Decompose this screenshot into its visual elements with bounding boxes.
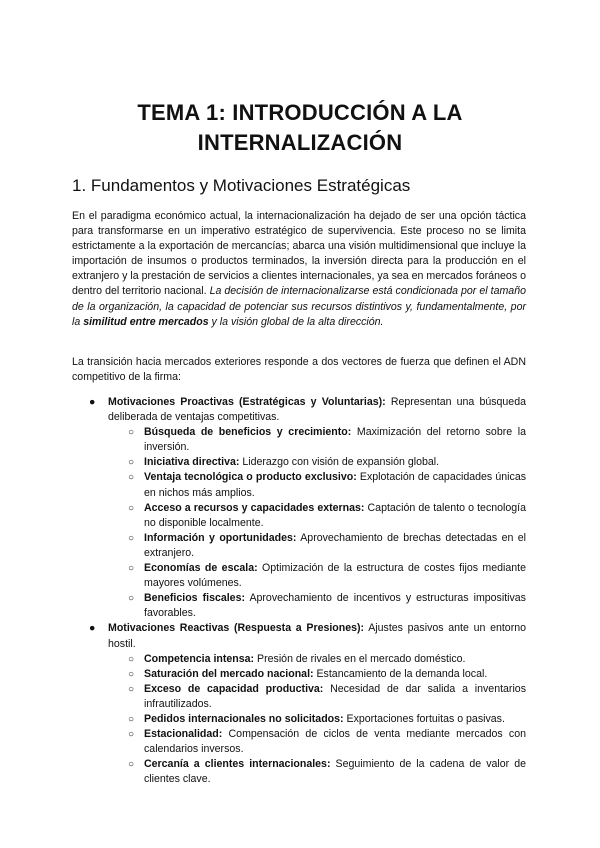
circle-bullet-icon: ○ [128,653,135,665]
proactive-sublist [72,425,526,621]
bullet-icon: ● [89,622,96,635]
list-item-text: Estancamiento de la demanda local. [313,667,488,680]
list-item [72,757,526,787]
reactive-sublist [72,652,526,788]
list-item-label: Estacionalidad: [144,728,223,741]
list-item-text: Presión de rivales en el mercado doméstico. [254,652,466,665]
list-item [72,561,526,591]
list-item [72,455,526,470]
list-item-text: Aprovechamiento de incentivos y estructuras impositivas favorables. [144,592,526,620]
transition-paragraph: La transición hacia mercados exteriores responde a dos vectores de fuerza que definen el ADN competitivo de la firma: [72,356,526,384]
list-item-label: Información y oportunidades: [144,531,297,544]
list-item-label: Motivaciones Proactivas (Estratégicas y Voluntarias): [108,396,386,408]
list-item-text: Captación de talento o tecnología no disponible localmente. [144,501,527,529]
motivations-list [72,395,526,787]
circle-bullet-icon: ○ [128,729,135,741]
list-item-label: Exceso de capacidad productiva: [144,682,324,695]
circle-bullet-icon: ○ [128,759,135,771]
list-item [72,531,526,561]
list-item-label: Saturación del mercado nacional: [144,667,314,680]
list-item-text: Representan una búsqueda deliberada de ventajas competitivas. [108,396,526,424]
list-item [72,667,526,682]
list-item-label: Competencia intensa: [144,652,255,665]
circle-bullet-icon: ○ [128,502,135,514]
list-item [72,501,526,531]
list-item [72,682,526,712]
list-item-text: Exportaciones fortuitas o pasivas. [343,712,505,725]
list-item-label: Pedidos internacionales no solicitados: [144,712,344,725]
list-item-text: Liderazgo con visión de expansión global. [239,456,440,469]
list-item-text: Ajustes pasivos ante un entorno hostil. [108,622,527,650]
list-item-proactive [72,395,526,425]
intro-paragraph [72,209,526,330]
list-item-label: Economías de escala: [144,562,258,575]
list-item [72,470,526,500]
page-title: TEMA 1: INTRODUCCIÓN A LA INTERNALIZACIÓN [137,100,463,155]
list-item [72,727,526,757]
list-item-text: Seguimiento de la cadena de valor de clientes clave. [144,758,527,786]
circle-bullet-icon: ○ [128,683,135,695]
list-item-label: Beneficios fiscales: [144,592,245,605]
list-item [72,425,526,455]
circle-bullet-icon: ○ [128,472,135,484]
list-item-text: Optimización de la estructura de costes fijos mediante mayores volúmenes. [144,562,526,590]
list-item-text: Explotación de capacidades únicas en nichos más amplios. [144,471,527,499]
section-heading: 1. Fundamentos y Motivaciones Estratégicas [72,176,411,195]
intro-italic-text-end: y la visión global de la alta dirección. [208,315,384,328]
circle-bullet-icon: ○ [128,563,135,575]
circle-bullet-icon: ○ [128,668,135,680]
list-item-text: Maximización del retorno sobre la inversión. [144,426,526,454]
circle-bullet-icon: ○ [128,713,135,725]
list-item-label: Acceso a recursos y capacidades externas: [144,501,365,514]
list-item-reactive [72,621,526,651]
list-item-text: Aprovechamiento de brechas detectadas en el extranjero. [144,531,527,559]
bullet-icon: ● [89,396,96,408]
list-item [72,652,526,667]
circle-bullet-icon: ○ [128,532,135,544]
list-item-label: Iniciativa directiva: [144,456,240,469]
list-item-label: Ventaja tecnológica o producto exclusivo: [144,471,357,484]
list-item [72,712,526,727]
list-item-text: Necesidad de dar salida a inventarios infrautilizados. [144,682,526,710]
intro-text: En el paradigma económico actual, la internacionalización ha dejado de ser una opción táctica para transformarse en un imperativo estratégico de supervivencia. Este proceso no se limita estrictamente a la exportación de mercancías; abarca una visión multidimensional que incluye la importación de insumos o productos terminados, la inversión directa para la producción en el extranjero y la prestación de servicios a clientes internacionales, ya sea en mercados foráneos o dentro del territorio nacional. [72,210,526,298]
intro-italic-text: La decisión de internacionalizarse está condicionada por el tamaño de la organización, la capacidad de potenciar sus recursos distintivos y, fundamentalmente, por la [72,285,526,328]
list-item-label: Cercanía a clientes internacionales: [144,758,331,771]
list-item [72,591,526,621]
intro-italic-bold-text: similitud entre mercados [83,315,209,328]
circle-bullet-icon: ○ [128,593,135,605]
list-item-label: Búsqueda de beneficios y crecimiento: [144,426,352,439]
circle-bullet-icon: ○ [128,457,135,469]
circle-bullet-icon: ○ [128,427,135,439]
list-item-label: Motivaciones Reactivas (Respuesta a Presiones): [108,622,365,635]
list-item-text: Compensación de ciclos de venta mediante mercados con calendarios inversos. [144,728,526,756]
